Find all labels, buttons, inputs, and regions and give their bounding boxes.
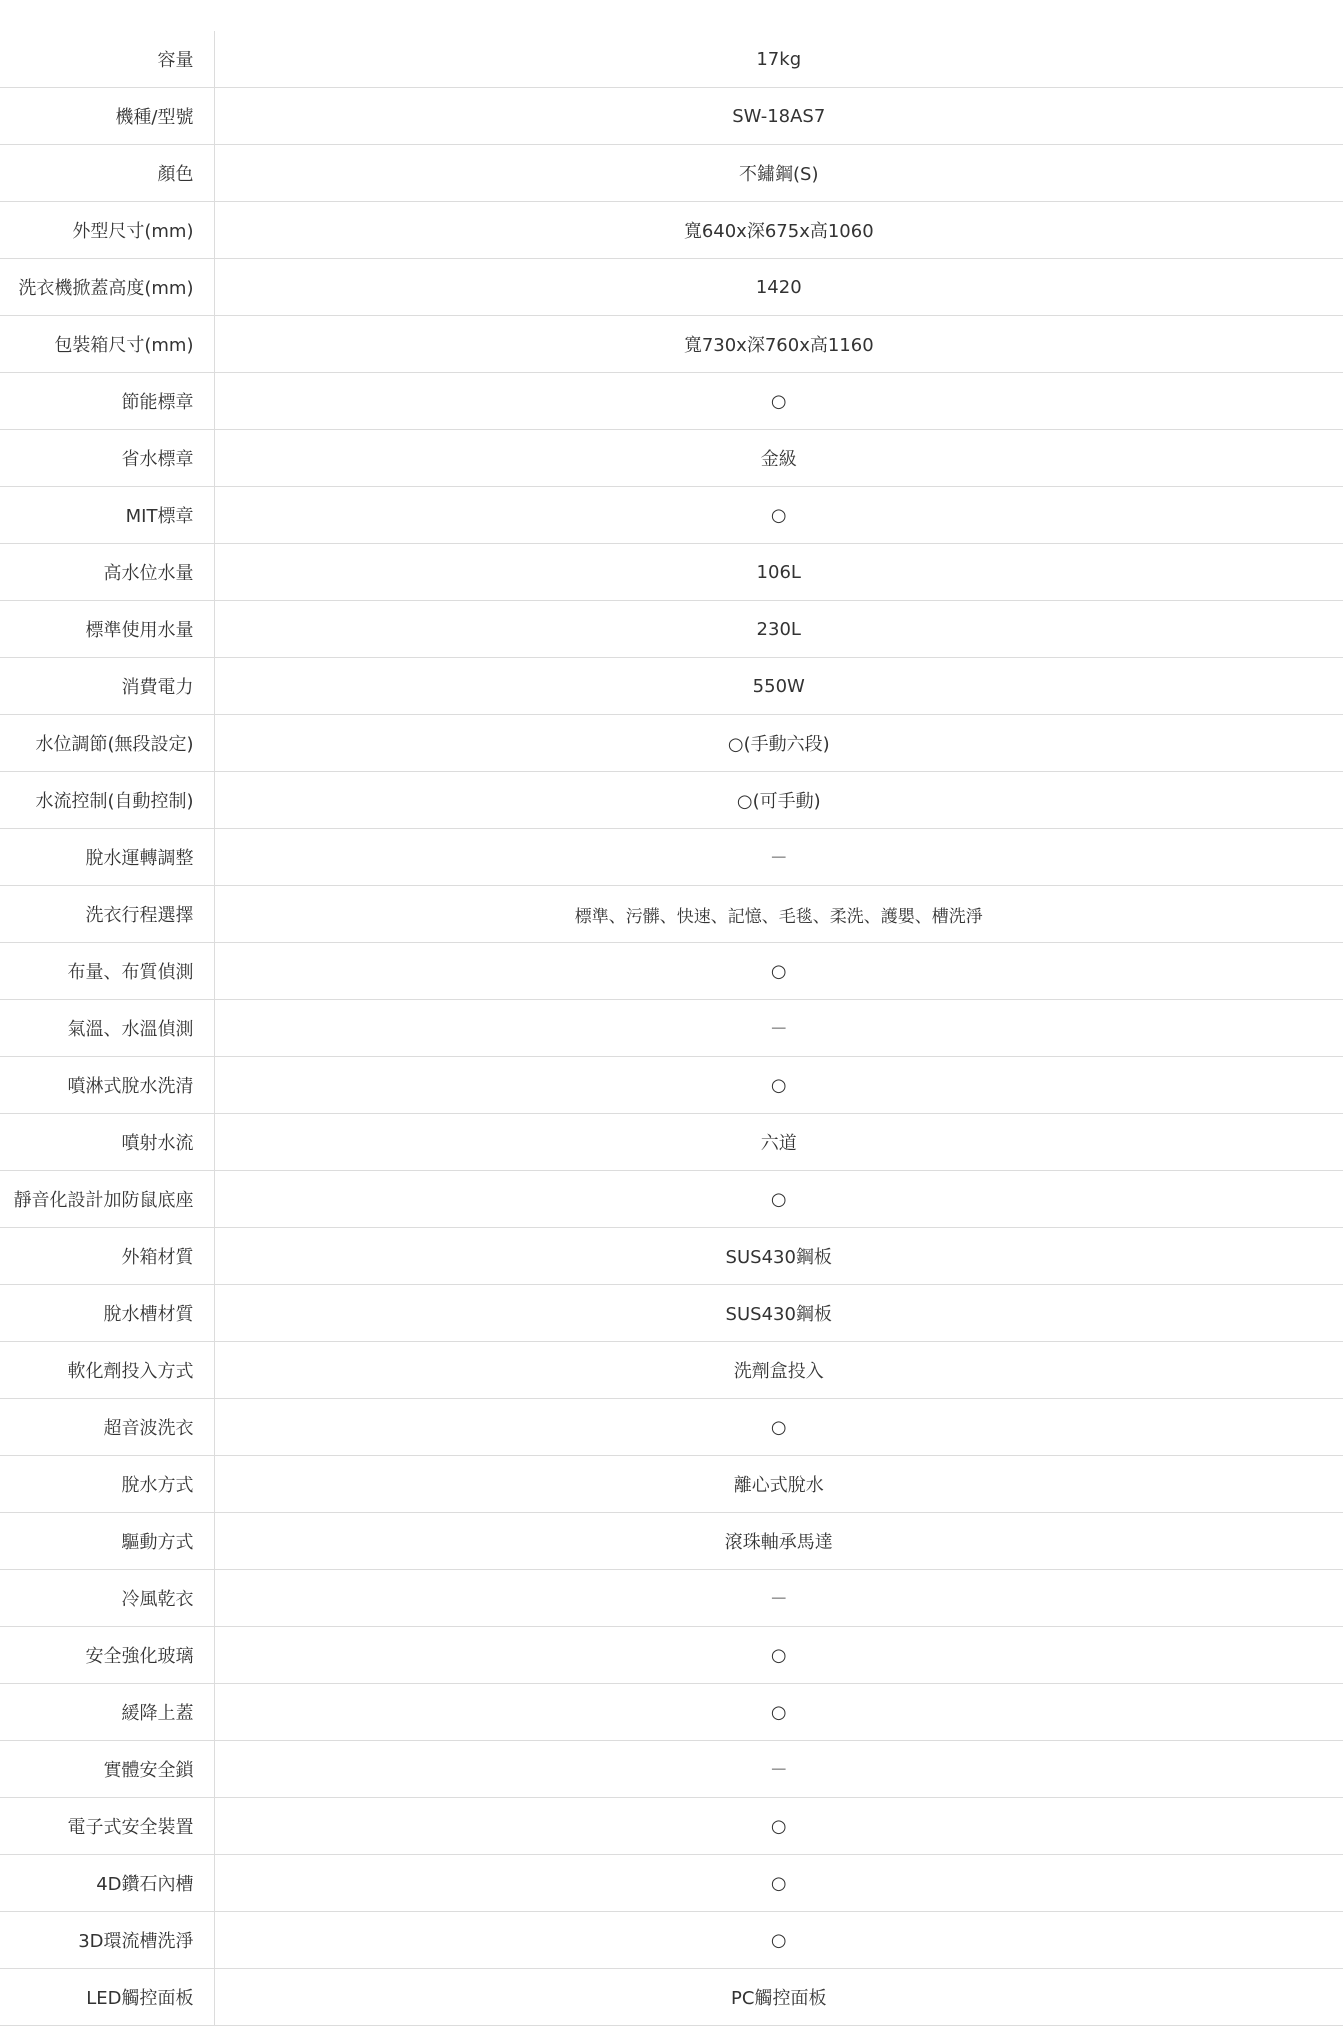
- spec-row: [0, 715, 1343, 772]
- spec-row: [0, 1570, 1343, 1627]
- spec-row: [0, 487, 1343, 544]
- spec-value: 六道: [214, 1114, 1343, 1171]
- spec-label: 3D環流槽洗淨: [0, 1912, 214, 1969]
- spec-value: ○: [214, 1912, 1343, 1969]
- spec-row: [0, 1912, 1343, 1969]
- spec-row: [0, 943, 1343, 1000]
- spec-row: [0, 259, 1343, 316]
- spec-row: [0, 1741, 1343, 1798]
- spec-row: [0, 316, 1343, 373]
- spec-label: 洗衣行程選擇: [0, 886, 214, 943]
- spec-row: [0, 1000, 1343, 1057]
- spec-label: 布量、布質偵測: [0, 943, 214, 1000]
- spec-label: 靜音化設計加防鼠底座: [0, 1171, 214, 1228]
- spec-value: －: [214, 1741, 1343, 1798]
- spec-table-body: [0, 31, 1343, 2026]
- spec-value: 寬730x深760x高1160: [214, 316, 1343, 373]
- spec-row: [0, 544, 1343, 601]
- spec-value: 1420: [214, 259, 1343, 316]
- spec-label: 水位調節(無段設定): [0, 715, 214, 772]
- spec-row: [0, 829, 1343, 886]
- spec-label: 噴淋式脫水洗清: [0, 1057, 214, 1114]
- spec-label: 超音波洗衣: [0, 1399, 214, 1456]
- spec-label: 氣溫、水溫偵測: [0, 1000, 214, 1057]
- spec-value: SUS430鋼板: [214, 1228, 1343, 1285]
- spec-value: 標準、污髒、快速、記憶、毛毯、柔洗、護嬰、槽洗淨: [214, 886, 1343, 943]
- spec-table: [0, 31, 1343, 2026]
- spec-value: 230L: [214, 601, 1343, 658]
- spec-label: 高水位水量: [0, 544, 214, 601]
- spec-value: 106L: [214, 544, 1343, 601]
- spec-label: 冷風乾衣: [0, 1570, 214, 1627]
- spec-row: [0, 373, 1343, 430]
- spec-label: 脫水運轉調整: [0, 829, 214, 886]
- spec-row: [0, 1285, 1343, 1342]
- spec-value: SUS430鋼板: [214, 1285, 1343, 1342]
- spec-value: SW-18AS7: [214, 88, 1343, 145]
- spec-row: [0, 1855, 1343, 1912]
- spec-label: 標準使用水量: [0, 601, 214, 658]
- spec-row: [0, 1513, 1343, 1570]
- spec-row: [0, 31, 1343, 88]
- spec-value: 滾珠軸承馬達: [214, 1513, 1343, 1570]
- spec-label: 電子式安全裝置: [0, 1798, 214, 1855]
- spec-label: 節能標章: [0, 373, 214, 430]
- spec-row: [0, 1399, 1343, 1456]
- spec-value: －: [214, 1570, 1343, 1627]
- spec-value: ○: [214, 1627, 1343, 1684]
- spec-label: 容量: [0, 31, 214, 88]
- spec-value: ○(可手動): [214, 772, 1343, 829]
- spec-row: [0, 601, 1343, 658]
- spec-label: 外箱材質: [0, 1228, 214, 1285]
- spec-label: 消費電力: [0, 658, 214, 715]
- spec-value: 洗劑盒投入: [214, 1342, 1343, 1399]
- spec-row: [0, 145, 1343, 202]
- spec-value: －: [214, 1000, 1343, 1057]
- spec-value: 金級: [214, 430, 1343, 487]
- spec-value: 離心式脫水: [214, 1456, 1343, 1513]
- spec-label: 包裝箱尺寸(mm): [0, 316, 214, 373]
- spec-label: 噴射水流: [0, 1114, 214, 1171]
- spec-row: [0, 886, 1343, 943]
- spec-row: [0, 202, 1343, 259]
- spec-value: 550W: [214, 658, 1343, 715]
- spec-row: [0, 1969, 1343, 2026]
- spec-value: 不鏽鋼(S): [214, 145, 1343, 202]
- spec-label: 軟化劑投入方式: [0, 1342, 214, 1399]
- spec-row: [0, 1228, 1343, 1285]
- spec-row: [0, 1057, 1343, 1114]
- spec-label: 外型尺寸(mm): [0, 202, 214, 259]
- spec-label: 水流控制(自動控制): [0, 772, 214, 829]
- spec-value: ○: [214, 1171, 1343, 1228]
- spec-value: PC觸控面板: [214, 1969, 1343, 2026]
- spec-row: [0, 1684, 1343, 1741]
- spec-row: [0, 88, 1343, 145]
- spec-label: LED觸控面板: [0, 1969, 214, 2026]
- spec-row: [0, 772, 1343, 829]
- spec-label: 脫水方式: [0, 1456, 214, 1513]
- spec-value: 寬640x深675x高1060: [214, 202, 1343, 259]
- spec-row: [0, 658, 1343, 715]
- spec-value: ○: [214, 1855, 1343, 1912]
- spec-row: [0, 1342, 1343, 1399]
- spec-row: [0, 1798, 1343, 1855]
- spec-value: ○: [214, 1798, 1343, 1855]
- spec-row: [0, 1171, 1343, 1228]
- spec-label: 驅動方式: [0, 1513, 214, 1570]
- spec-value: ○: [214, 1057, 1343, 1114]
- spec-label: 省水標章: [0, 430, 214, 487]
- spec-value: －: [214, 829, 1343, 886]
- spec-value: ○: [214, 487, 1343, 544]
- spec-label: 實體安全鎖: [0, 1741, 214, 1798]
- spec-value: ○: [214, 1399, 1343, 1456]
- spec-label: 4D鑽石內槽: [0, 1855, 214, 1912]
- spec-value: ○: [214, 373, 1343, 430]
- spec-value: ○: [214, 1684, 1343, 1741]
- spec-label: 顏色: [0, 145, 214, 202]
- spec-row: [0, 1114, 1343, 1171]
- spec-row: [0, 430, 1343, 487]
- spec-value: ○: [214, 943, 1343, 1000]
- spec-label: 緩降上蓋: [0, 1684, 214, 1741]
- spec-label: 機種/型號: [0, 88, 214, 145]
- spec-label: 脫水槽材質: [0, 1285, 214, 1342]
- spec-label: MIT標章: [0, 487, 214, 544]
- spec-value: 17kg: [214, 31, 1343, 88]
- spec-label: 安全強化玻璃: [0, 1627, 214, 1684]
- spec-label: 洗衣機掀蓋高度(mm): [0, 259, 214, 316]
- spec-value: ○(手動六段): [214, 715, 1343, 772]
- spec-row: [0, 1456, 1343, 1513]
- spec-row: [0, 1627, 1343, 1684]
